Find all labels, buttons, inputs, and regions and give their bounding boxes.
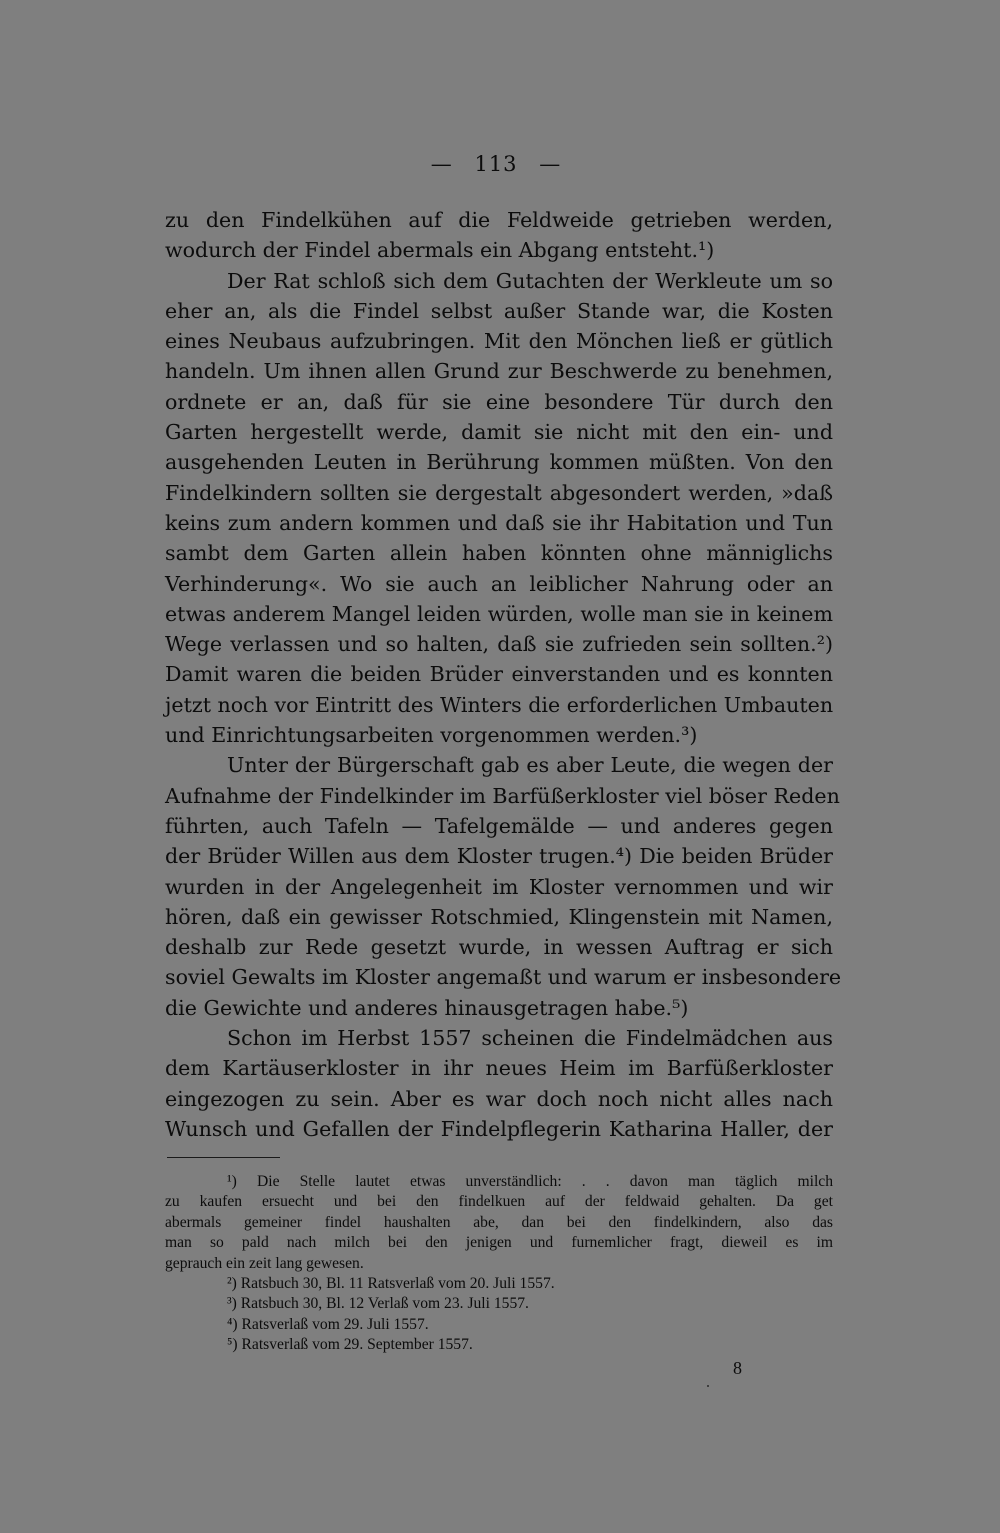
footnote-line: geprauch ein zeit lang gewesen. [165,1254,364,1272]
body-line: keins zum andern kommen und daß sie ihr Habitation und Tun [165,510,833,535]
body-line: Wege verlassen und so halten, daß sie zufrieden sein sollten.²) [165,632,833,657]
footnote-line: zu kaufen ersuecht und bei den findelkuen auf der feldwaid gehalten. Da get [165,1193,833,1211]
body-line: dem Kartäuserkloster in ihr neues Heim im Barfüßerkloster [165,1056,833,1081]
footnote-line: ²) Ratsbuch 30, Bl. 11 Ratsverlaß vom 20. Juli 1557. [227,1274,555,1292]
body-line: Findelkindern sollten sie dergestalt abgesondert werden, »daß [165,480,833,505]
stray-dot [707,1385,709,1387]
body-line: etwas anderem Mangel leiden würden, wolle man sie in keinem [165,601,833,626]
footnote-line: ¹) Die Stelle lautet etwas unverständlich: . . davon man täglich milch [227,1173,833,1190]
footnote-line: abermals gemeiner findel haushalten abe, dan bei den findelkindern, also das [165,1213,833,1231]
body-line: Damit waren die beiden Brüder einverstanden und es konnten [165,662,833,687]
body-line: ordnete er an, daß für sie eine besondere Tür durch den [165,389,833,414]
body-line: handeln. Um ihnen allen Grund zur Beschwerde zu benehmen, [165,359,833,384]
signature-mark: 8 [733,1358,742,1378]
footnote-line: man so pald nach milch bei den jenigen und furnemlicher fragt, dieweil es im [165,1234,833,1252]
footnote-line: ³) Ratsbuch 30, Bl. 12 Verlaß vom 23. Juli 1557. [227,1295,529,1313]
body-line: hören, daß ein gewisser Rotschmied, Klingenstein mit Namen, [165,904,833,929]
body-line: Der Rat schloß sich dem Gutachten der Werkleute um so [227,268,833,293]
body-line: Schon im Herbst 1557 scheinen die Findelmädchen aus [227,1026,833,1051]
body-line: deshalb zur Rede gesetzt wurde, in wessen Auftrag er sich [165,935,833,960]
body-line: Wunsch und Gefallen der Findelpflegerin Katharina Haller, der [165,1116,833,1141]
body-line: soviel Gewalts im Kloster angemaßt und warum er insbesondere [165,965,842,990]
body-line: eher an, als die Findel selbst außer Stande war, die Kosten [165,298,833,323]
body-line: wodurch der Findel abermals ein Abgang entsteht.¹) [165,238,715,263]
body-line: zu den Findelkühen auf die Feldweide getrieben werden, [165,208,833,232]
body-line: die Gewichte und anderes hinausgetragen habe.⁵) [165,995,689,1020]
body-line: eingezogen zu sein. Aber es war doch noch nicht alles nach [165,1086,833,1111]
body-line: Verhinderung«. Wo sie auch an leiblicher Nahrung oder an [165,571,833,596]
body-line: sambt dem Garten allein haben könnten ohne männiglichs [165,541,833,566]
body-text [165,205,842,1144]
body-line: eines Neubaus aufzubringen. Mit den Mönchen ließ er gütlich [165,329,833,354]
footnote-line: ⁴) Ratsverlaß vom 29. Juli 1557. [227,1315,429,1333]
footnote-line: ⁵) Ratsverlaß vom 29. September 1557. [227,1336,473,1354]
body-line: Aufnahme der Findelkinder im Barfüßerkloster viel böser Reden [165,783,840,808]
body-line: Unter der Bürgerschaft gab es aber Leute, die wegen der [227,753,833,778]
footnotes [165,1172,833,1356]
page-header: — 113 — [430,152,562,176]
body-line: jetzt noch vor Eintritt des Winters die erforderlichen Umbauten [165,692,834,717]
body-line: der Brüder Willen aus dem Kloster trugen.⁴) Die beiden Brüder [165,844,833,869]
body-line: Garten hergestellt werde, damit sie nicht mit den ein- und [165,420,833,445]
footnote-rule [167,1157,280,1158]
body-line: ausgehenden Leuten in Berührung kommen müßten. Von den [165,450,833,475]
body-line: wurden in der Angelegenheit im Kloster vernommen und wir [165,874,833,899]
body-line: und Einrichtungsarbeiten vorgenommen werden.³) [165,723,698,748]
body-line: führten, auch Tafeln — Tafelgemälde — und anderes gegen [165,813,833,838]
